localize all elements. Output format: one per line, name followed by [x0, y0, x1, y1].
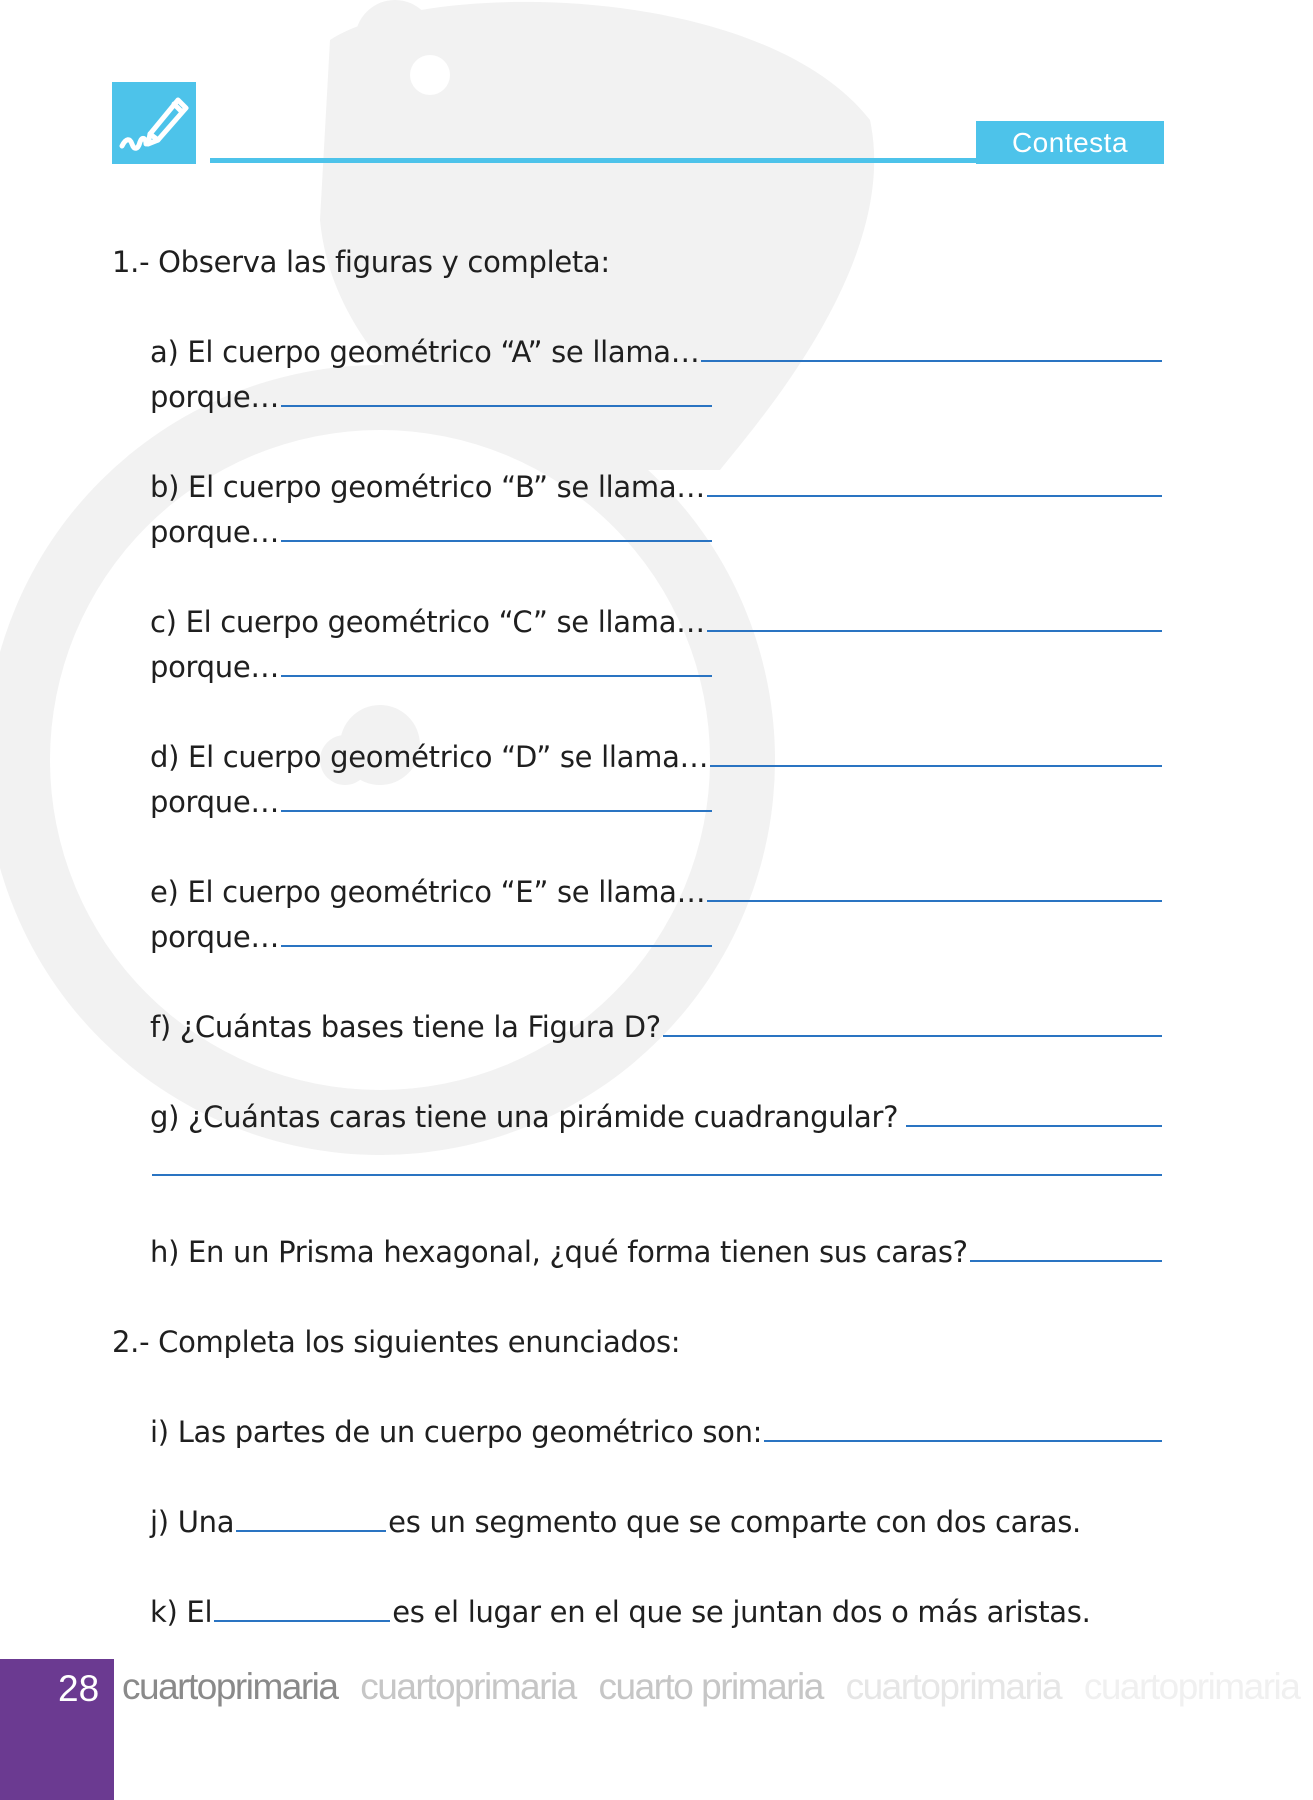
answer-line-j[interactable] — [236, 1530, 386, 1532]
question-h: h) En un Prisma hexagonal, ¿qué forma tienen sus caras? — [150, 1235, 1164, 1269]
answer-line-k[interactable] — [214, 1620, 390, 1622]
question-d: d) El cuerpo geométrico “D” se llama… — [150, 740, 1164, 774]
question-e: e) El cuerpo geométrico “E” se llama… — [150, 875, 1164, 909]
answer-line-g[interactable] — [906, 1125, 1162, 1127]
section-tab: Contesta — [976, 121, 1164, 164]
question-d-porque: porque… — [150, 785, 714, 819]
footer-word: cuartoprimaria — [845, 1666, 1062, 1707]
answer-line-d-name[interactable] — [710, 765, 1162, 767]
answer-line-c-name[interactable] — [707, 630, 1162, 632]
question-i: i) Las partes de un cuerpo geométrico son: — [150, 1415, 1164, 1449]
answer-line-f[interactable] — [663, 1035, 1162, 1037]
question-g: g) ¿Cuántas caras tiene una pirámide cuadrangular? — [150, 1100, 1164, 1134]
footer-word: cuartoprimaria — [1083, 1666, 1300, 1707]
page-number: 28 — [58, 1668, 100, 1709]
footer-word: cuartoprimaria — [122, 1666, 338, 1707]
answer-line-h[interactable] — [970, 1260, 1162, 1262]
question-2-heading: 2.- Completa los siguientes enunciados: — [112, 1325, 681, 1359]
question-c-porque: porque… — [150, 650, 714, 684]
answer-line-a-porque[interactable] — [281, 405, 712, 407]
answer-line-i[interactable] — [764, 1440, 1162, 1442]
footer-word: cuarto primaria — [598, 1666, 823, 1707]
footer-word: cuartoprimaria — [360, 1666, 576, 1707]
question-e-porque: porque… — [150, 920, 714, 954]
answer-line-c-porque[interactable] — [281, 675, 712, 677]
answer-line-b-name[interactable] — [707, 495, 1162, 497]
question-k: k) El es el lugar en el que se juntan dos o más aristas. — [150, 1595, 1091, 1629]
question-a-porque: porque… — [150, 380, 714, 414]
question-1-heading: 1.- Observa las figuras y completa: — [112, 245, 610, 279]
question-b-porque: porque… — [150, 515, 714, 549]
question-b: b) El cuerpo geométrico “B” se llama… — [150, 470, 1164, 504]
answer-line-g-extra[interactable] — [152, 1174, 1162, 1176]
pencil-icon — [112, 82, 196, 164]
question-j: j) Una es un segmento que se comparte con dos caras. — [150, 1505, 1081, 1539]
answer-line-e-name[interactable] — [707, 900, 1162, 902]
question-f: f) ¿Cuántas bases tiene la Figura D? — [150, 1010, 1164, 1044]
question-c: c) El cuerpo geométrico “C” se llama… — [150, 605, 1164, 639]
answer-line-e-porque[interactable] — [281, 945, 712, 947]
header-divider — [210, 158, 976, 163]
footer-grade-band — [122, 1666, 1300, 1708]
answer-line-a-name[interactable] — [701, 360, 1162, 362]
answer-line-b-porque[interactable] — [281, 540, 712, 542]
question-a: a) El cuerpo geométrico “A” se llama… — [150, 335, 1164, 369]
pencil-icon-box — [112, 82, 196, 164]
answer-line-d-porque[interactable] — [281, 810, 712, 812]
